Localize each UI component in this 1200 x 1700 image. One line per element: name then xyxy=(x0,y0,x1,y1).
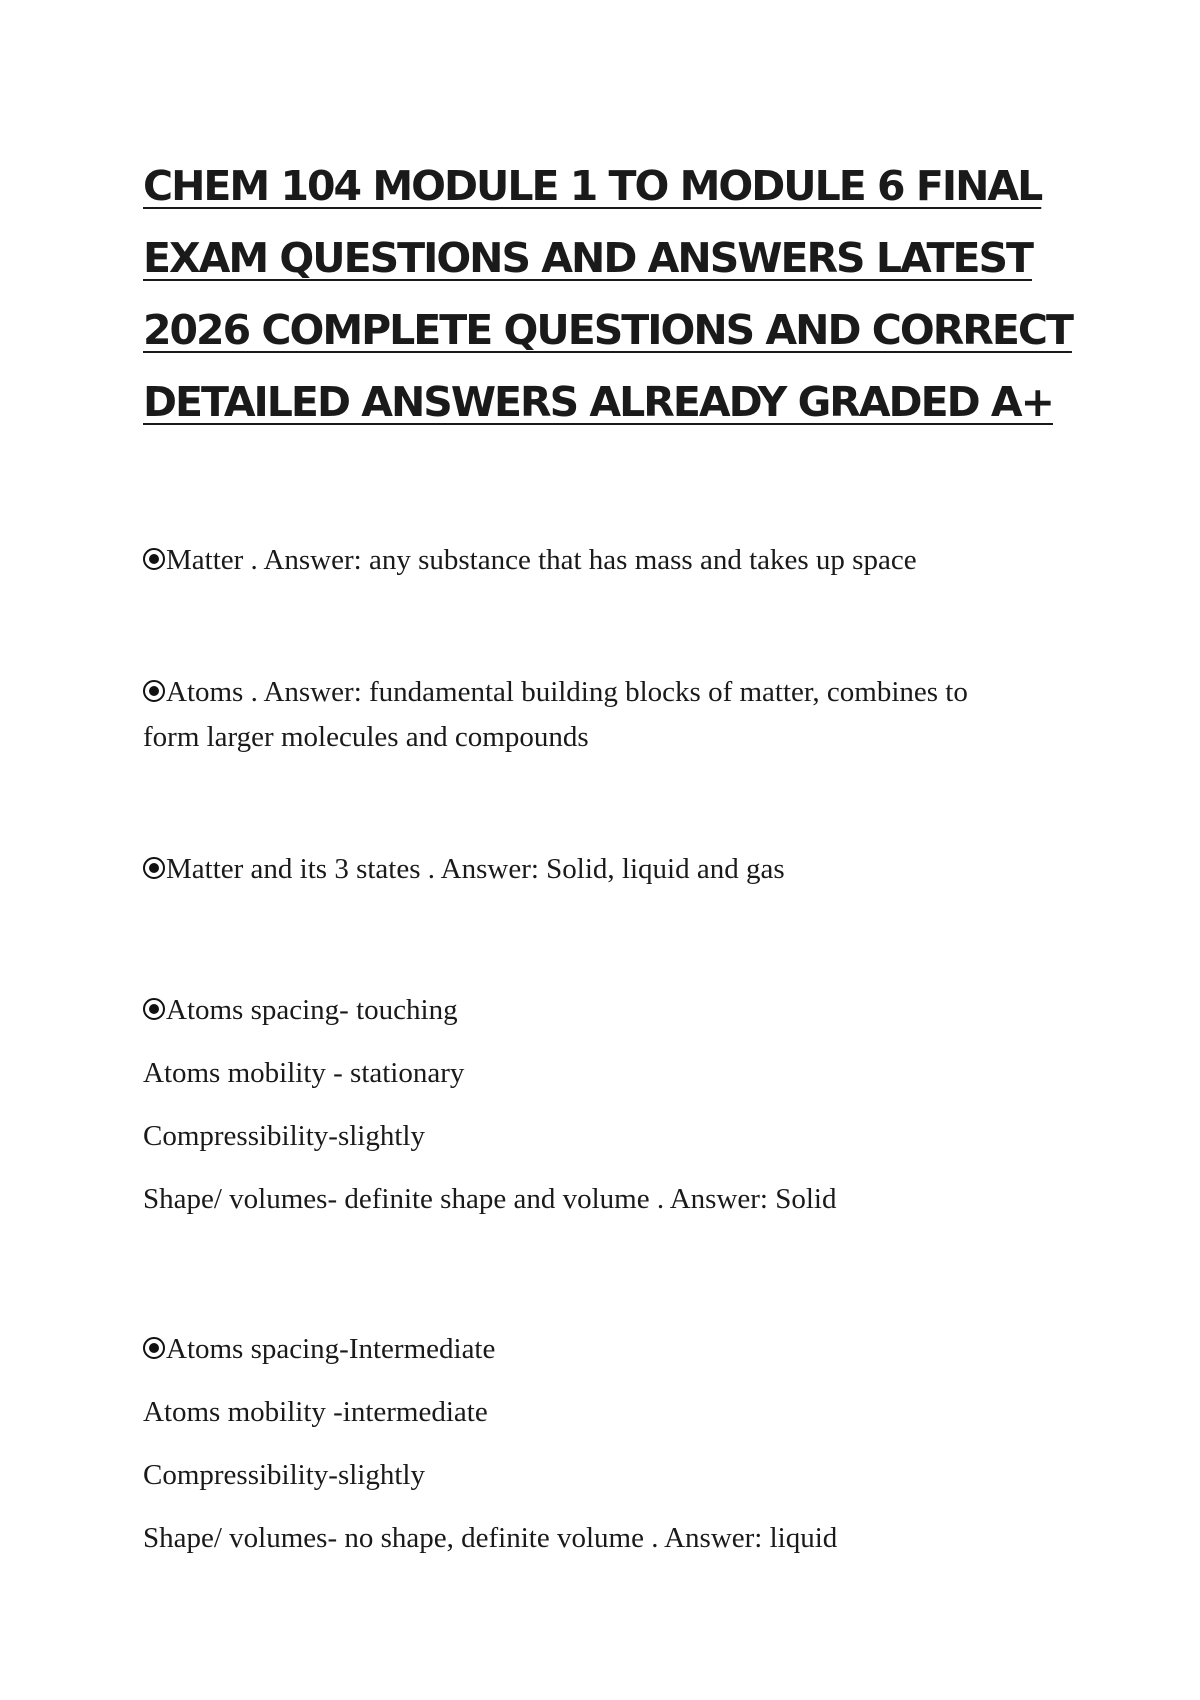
question-line: Atoms spacing-Intermediate xyxy=(143,1318,1083,1381)
document-page xyxy=(143,150,1083,1657)
question-item-matter xyxy=(143,538,1083,583)
question-item-atoms xyxy=(143,670,1083,760)
question-item-liquid xyxy=(143,1318,1083,1570)
question-line: Matter and its 3 states . Answer: Solid, liquid and gas xyxy=(143,847,1083,892)
title-line: CHEM 104 MODULE 1 TO MODULE 6 FINAL xyxy=(143,162,1042,210)
question-line: Atoms . Answer: fundamental building blocks of matter, combines to xyxy=(143,670,1083,715)
fisheye-bullet-icon xyxy=(143,680,165,702)
answer-line: form larger molecules and compounds xyxy=(143,721,589,753)
question-item-states xyxy=(143,847,1083,892)
question-line: Matter . Answer: any substance that has mass and takes up space xyxy=(143,538,1083,583)
fisheye-bullet-icon xyxy=(143,857,165,879)
answer-line: Shape/ volumes- definite shape and volume . Answer: Solid xyxy=(143,1183,837,1215)
fisheye-bullet-icon xyxy=(143,998,165,1020)
fisheye-bullet-icon xyxy=(143,548,165,570)
question-line: Atoms spacing- touching xyxy=(143,979,1083,1042)
title-line: 2026 COMPLETE QUESTIONS AND CORRECT xyxy=(143,306,1072,354)
question-item-solid xyxy=(143,979,1083,1231)
property-line: Compressibility-slightly xyxy=(143,1459,425,1491)
document-title xyxy=(143,150,1083,438)
property-line: Compressibility-slightly xyxy=(143,1120,425,1152)
title-line: DETAILED ANSWERS ALREADY GRADED A+ xyxy=(143,378,1053,426)
property-line: Atoms mobility -intermediate xyxy=(143,1396,488,1428)
question-list xyxy=(143,538,1083,1570)
title-line: EXAM QUESTIONS AND ANSWERS LATEST xyxy=(143,234,1032,282)
fisheye-bullet-icon xyxy=(143,1337,165,1359)
answer-line: Shape/ volumes- no shape, definite volume . Answer: liquid xyxy=(143,1522,838,1554)
property-line: Atoms mobility - stationary xyxy=(143,1057,465,1089)
